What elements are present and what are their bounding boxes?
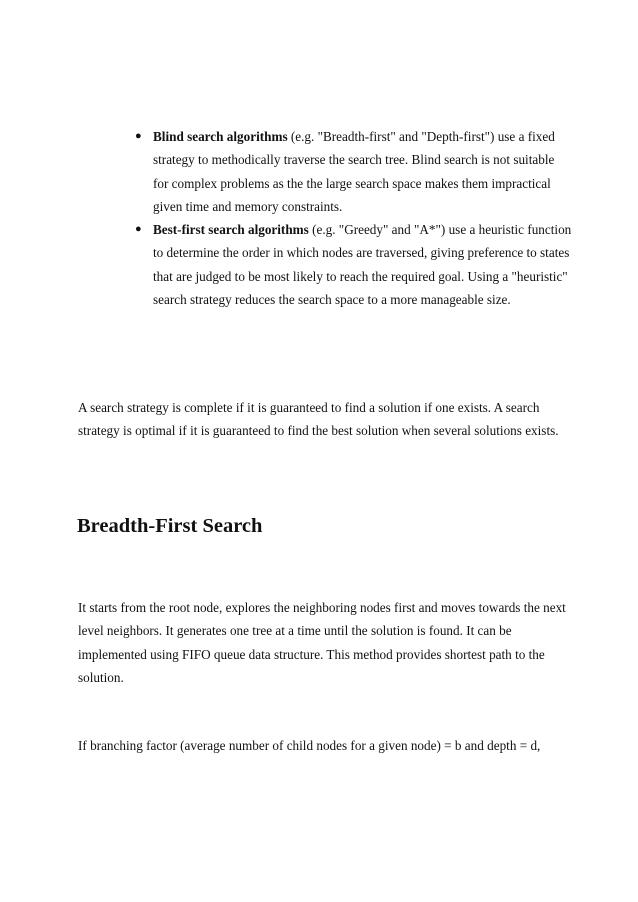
bullet-icon: ● xyxy=(135,130,142,142)
section-heading: Breadth-First Search xyxy=(77,515,263,537)
bullet-icon: ● xyxy=(135,223,142,236)
bullet-term: Best-first search algorithms xyxy=(153,222,309,238)
branching-factor-paragraph: If branching factor (average number of child nodes for a given node) = b and depth = d, xyxy=(78,738,541,753)
search-algorithm-list xyxy=(132,125,572,311)
bullet-text: (e.g. "Greedy" and "A*") use a heuristic function to determine the order in which nodes are traversed, giving preference to states that are judged to be most likely to reach the required goal. Using a "heuristic" search strategy reduces the search space to a more manageable size. xyxy=(153,222,572,308)
bullet-text: (e.g. "Breadth-first" and "Depth-first") use a fixed strategy to methodically traverse the search tree. Blind search is not suitable for complex problems as the the large search space makes them impractical given time and memory constraints. xyxy=(153,129,555,214)
bullet-term: Blind search algorithms xyxy=(153,129,288,144)
completeness-paragraph: A search strategy is complete if it is guaranteed to find a solution if one exists. A search strategy is optimal if it is guaranteed to find the best solution when several solutions exists. xyxy=(78,400,559,439)
list-item-blind-search xyxy=(132,125,572,218)
list-item-best-first-search xyxy=(132,218,572,311)
bfs-description-paragraph: It starts from the root node, explores the neighboring nodes first and moves towards the next level neighbors. It generates one tree at a time until the solution is found. It can be implemented using FIFO queue data structure. This method provides shortest path to the solution. xyxy=(78,600,566,685)
